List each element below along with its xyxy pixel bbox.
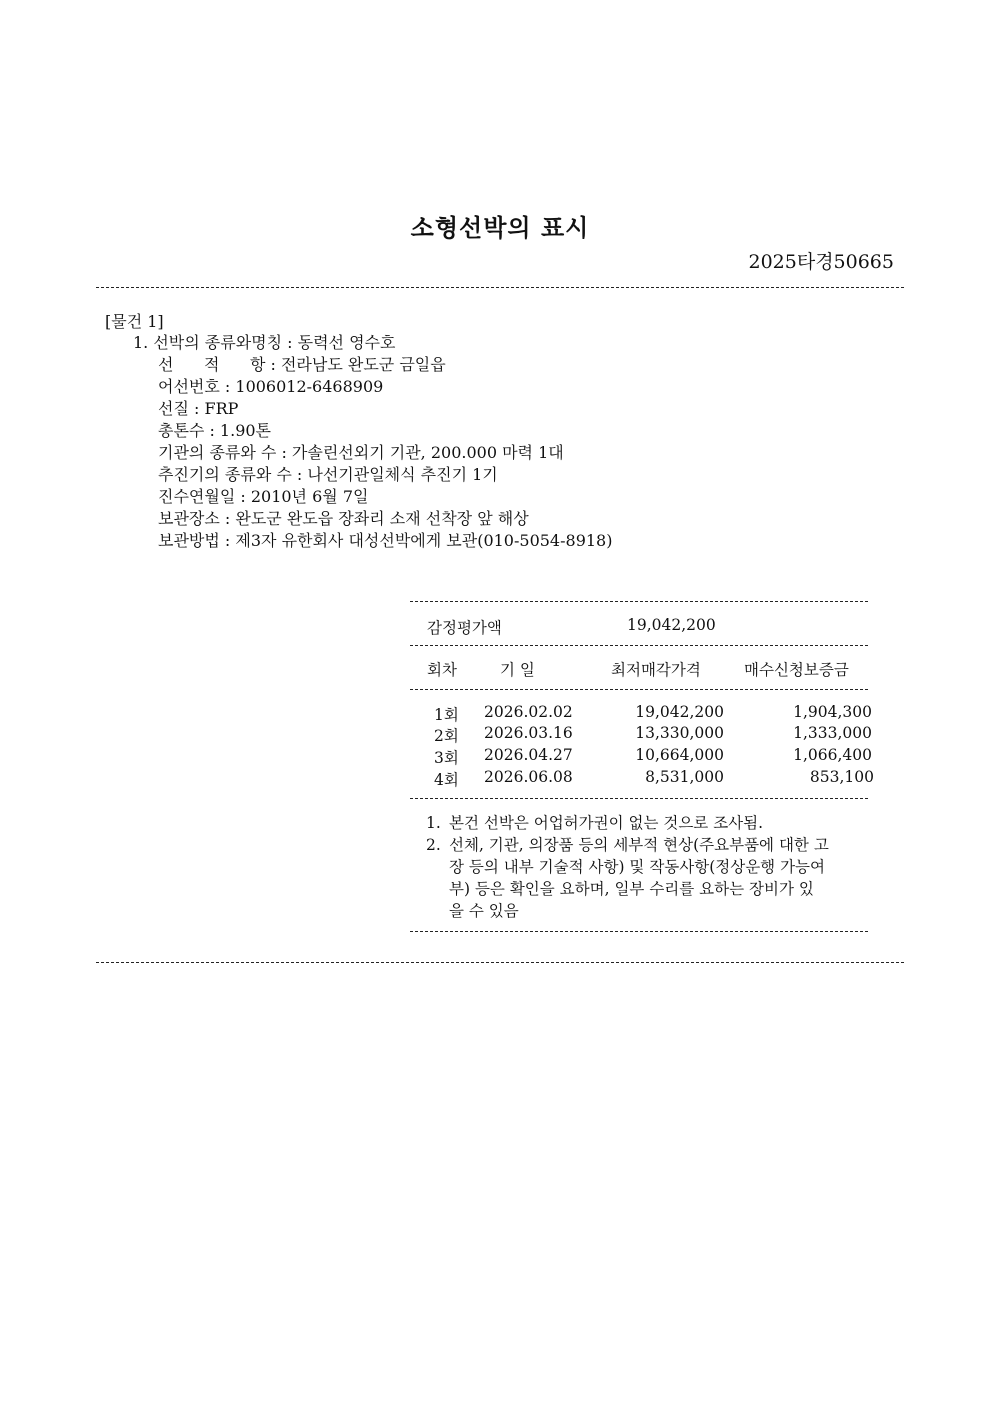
top-divider <box>96 287 904 289</box>
table-divider <box>410 931 868 933</box>
document-title: 소형선박의 표시 <box>410 214 590 242</box>
column-header: 최저매각가격 <box>611 661 701 679</box>
deposit-cell: 1,904,300 <box>793 703 872 721</box>
item-line: 진수연월일 : 2010년 6월 7일 <box>158 487 369 506</box>
bottom-divider <box>96 962 904 964</box>
appraisal-label: 감정평가액 <box>427 619 502 637</box>
date-cell: 2026.04.27 <box>484 746 573 764</box>
table-divider <box>410 645 868 647</box>
appraisal-value: 19,042,200 <box>627 616 716 634</box>
note-line: 장 등의 내부 기술적 사항) 및 작동사항(정상운행 가능여 <box>449 858 825 876</box>
column-header: 기 일 <box>500 661 535 679</box>
minimum-price-cell: 19,042,200 <box>635 703 724 721</box>
item-line: 보관방법 : 제3자 유한회사 대성선박에게 보관(010-5054-8918) <box>158 531 613 550</box>
date-cell: 2026.06.08 <box>484 768 573 786</box>
column-header: 회차 <box>427 661 457 679</box>
note-line: 선체, 기관, 의장품 등의 세부적 현상(주요부품에 대한 고 <box>449 836 829 854</box>
note-line: 을 수 있음 <box>449 902 519 920</box>
date-cell: 2026.03.16 <box>484 724 573 742</box>
minimum-price-cell: 10,664,000 <box>635 746 724 764</box>
item-line: 보관장소 : 완도군 완도읍 장좌리 소재 선착장 앞 해상 <box>158 509 529 528</box>
table-divider <box>410 689 868 691</box>
note-number: 1. <box>426 814 441 832</box>
item-line: 총톤수 : 1.90톤 <box>158 421 272 440</box>
note-line: 본건 선박은 어업허가권이 없는 것으로 조사됨. <box>449 814 764 832</box>
note-number: 2. <box>426 836 441 854</box>
item-line: 추진기의 종류와 수 : 나선기관일체식 추진기 1기 <box>158 465 498 484</box>
note-line: 부) 등은 확인을 요하며, 일부 수리를 요하는 장비가 있 <box>449 880 814 898</box>
deposit-cell: 853,100 <box>809 768 874 786</box>
deposit-cell: 1,066,400 <box>793 746 872 764</box>
item-heading: [물건 1] <box>105 312 164 331</box>
date-cell: 2026.02.02 <box>484 703 573 721</box>
item-line: 어선번호 : 1006012-6468909 <box>158 377 384 396</box>
case-number: 2025타경50665 <box>748 251 894 273</box>
minimum-price-cell: 8,531,000 <box>645 768 724 786</box>
table-divider <box>410 798 868 800</box>
item-line: 선 적 항 : 전라남도 완도군 금일읍 <box>158 355 446 374</box>
round-cell: 1회 <box>434 706 459 724</box>
round-cell: 4회 <box>434 771 459 789</box>
minimum-price-cell: 13,330,000 <box>635 724 724 742</box>
item-line: 1. 선박의 종류와명칭 : 동력선 영수호 <box>133 333 396 352</box>
item-line: 선질 : FRP <box>158 399 239 418</box>
round-cell: 2회 <box>434 727 459 745</box>
column-header: 매수신청보증금 <box>744 661 849 679</box>
table-divider <box>410 601 868 603</box>
deposit-cell: 1,333,000 <box>793 724 872 742</box>
round-cell: 3회 <box>434 749 459 767</box>
item-line: 기관의 종류와 수 : 가솔린선외기 기관, 200.000 마력 1대 <box>158 443 564 462</box>
